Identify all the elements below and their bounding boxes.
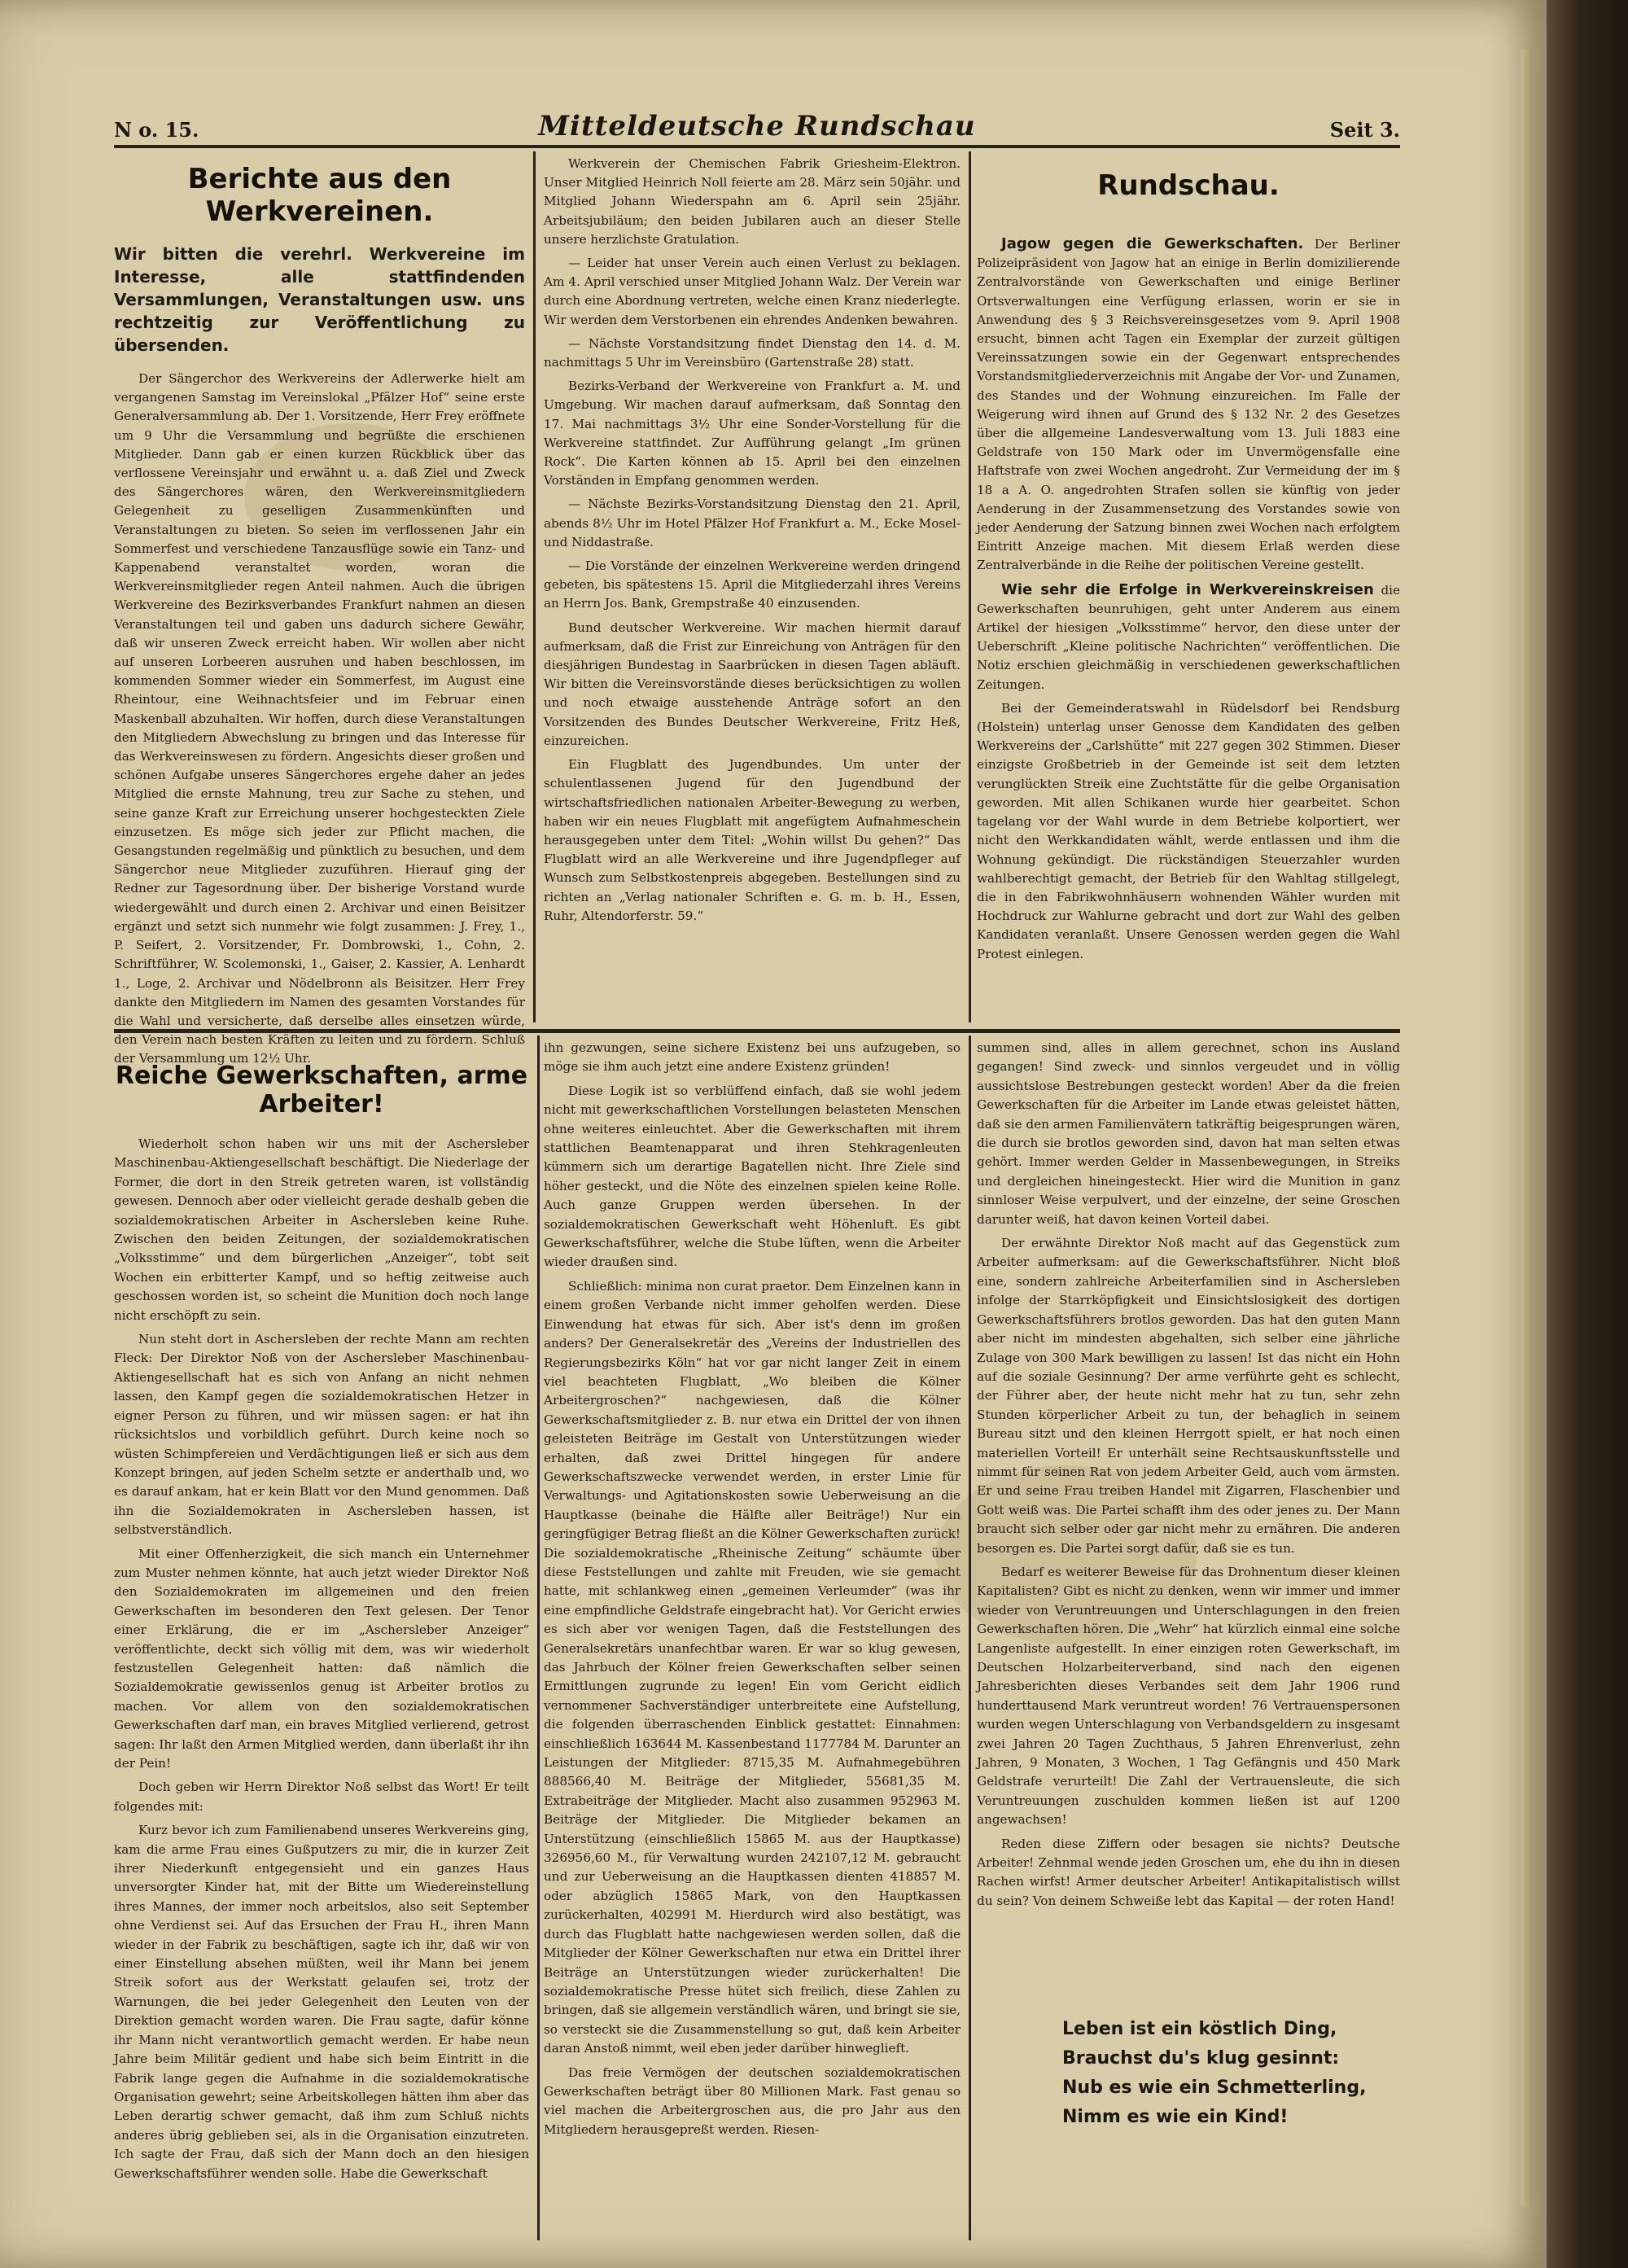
verse-line: Leben ist ein köstlich Ding,	[1062, 2019, 1337, 2039]
reiche-paragraph: Wiederholt schon haben wir uns mit der Aschersleber Maschinenbau-Aktiengesellschaft beschäftigt. Die Niederlage der Former, die dort in den Streik getreten waren, ist vollständig gewesen. Dennoch aber oder vielleicht gerade deshalb geben die sozialdemokratischen Arbeiter in Aschersleben keine Ruhe. Zwischen den beiden Zeitungen, der sozialdemokratischen „Volksstimme“ und dem bürgerlichen „Anzeiger“, tobt seit Wochen ein erbitterter Kampf, und so heftig zeitweise auch geschossen worden ist, so scheint die Munition doch noch lange nicht erschöpft zu sein.	[114, 1136, 529, 1323]
erfolge-text: die Gewerkschaften beunruhigen, geht unter Anderem aus einem Artikel der hiesigen „Volksstimme“ hervor, den diese unter der Ueberschrift „Kleine politische Nachrichten“ veröffentlichen. Die Notiz erschien gleichmäßig in verschiedenen gewerkschaftlichen Zeitungen.	[977, 582, 1401, 692]
reiche-column-2	[544, 1039, 961, 2144]
reiche-paragraph: Kurz bevor ich zum Familienabend unseres Werkvereins ging, kam die arme Frau eines Gußputzers zu mir, die in kurzer Zeit ihrer Niederkunft entgegensieht und ein ganzes Haus unversorgter Kinder hat, mit der Bitte um Wiedereinstellung ihres Mannes, der immer noch arbeitslos, also seit September ohne Verdienst sei. Auf das Ersuchen der Frau H., ihren Mann wieder in der Fabrik zu beschäftigen, sagte ich ihr, daß wir von einer Einstellung absehen müßten, weil ihr Mann bei jenem Streik sofort aus der Werkstatt gelaufen sei, trotz der Warnungen, die bei jeder Gelegenheit den Leuten von der Direktion gemacht worden waren. Die Frau sagte, dafür könne ihr Mann nicht verantwortlich gemacht werden. Er habe neun Jahre beim Militär gedient und habe sich beim Eintritt in die Fabrik lange gegen die Aufnahme in die sozialdemokratische Organisation gewehrt; seine Arbeitskollegen hätten ihm aber das Leben derartig schwer gemacht, daß ihm zum Schluß nichts anderes übrig geblieben sei, als in die Organisation einzutreten. Ich sagte der Frau, daß sich der Mann doch an den hiesigen Gewerkschaftsführer wenden solle. Habe die Gewerkschaft	[114, 1823, 529, 2181]
header-rule	[114, 145, 1400, 148]
reiche-column-1	[114, 1039, 529, 2188]
bezirksverband-notice: Bezirks-Verband der Werkvereine von Frankfurt a. M. und Umgebung. Wir machen darauf aufmerksam, daß Sonntag den 17. Mai nachmittags 3½ Uhr eine Sonder-Vorstellung für die Werkvereine stattfindet. Zur Aufführung gelangt „Im grünen Rock“. Die Karten können ab 15. April bei den einzelnen Vorständen in Empfang genommen werden.	[544, 379, 961, 488]
rundschau-heading: Rundschau.	[1097, 169, 1280, 202]
jagow-paragraph	[977, 234, 1400, 576]
verse-line: Nub es wie ein Schmetterling,	[1062, 2078, 1367, 2098]
verse-line: Brauchst du's klug gesinnt:	[1062, 2048, 1340, 2069]
rundschau-column	[977, 155, 1400, 969]
gemeinderatswahl-paragraph: Bei der Gemeinderatswahl in Rüdelsdorf bei Rendsburg (Holstein) unterlag unser Genosse dem Kandidaten des gelben Werkvereins der „Carlshütte“ mit 227 gegen 302 Stimmen. Dieser einzigste Großbetrieb in der Gemeinde ist seit dem letzten verunglückten Streik eine Zuchtstätte für die gelbe Organisation geworden. Mit allen Schikanen wurde hier gearbeitet. Schon tagelang vor der Wahl wurde in dem Betriebe kolportiert, wer nicht den Werkkandidaten wählt, werde entlassen und ihm die Wohnung gekündigt. Die rückständigen Steuerzahler wurden wahlberechtigt gemacht, der Betrieb für den Wahltag stillgelegt, die in den Fabrikwohnhäusern wohnenden Wähler wurden mit Hochdruck zur Wahlurne gebracht und dort zur Wahl des gelben Kandidaten veranlaßt. Unsere Genossen werden gegen die Wahl Protest einlegen.	[977, 700, 1400, 961]
erfolge-headline: Wie sehr die Erfolge in Werkvereinskreisen	[1001, 580, 1374, 598]
reiche-paragraph: Mit einer Offenherzigkeit, die sich manch ein Unternehmer zum Muster nehmen könnte, hat auch jetzt wieder Direktor Noß den Sozialdemokraten im allgemeinen und den freien Gewerkschaften im besonderen den Text gelesen. Der Tenor einer Erklärung, die er im „Aschersleber Anzeiger“ veröffentlichte, deckt sich völlig mit dem, was wir wiederholt festzustellen Gelegenheit hatten: daß nämlich die Sozialdemokratie gewissenlos genug ist Arbeiter brotlos zu machen. Vor allem von den sozialdemokratischen Gewerkschaften darf man, ein braves Mitglied verlierend, getrost sagen: Ihr laßt den Armen Mitglied werden, dann überlaßt ihr ihn der Pein!	[114, 1546, 529, 1771]
column-rule	[969, 1035, 971, 2240]
griesheim-meeting-notice: — Nächste Vorstandsitzung findet Dienstag den 14. d. M. nachmittags 5 Uhr im Vereinsbüro (Gartenstraße 28) statt.	[544, 335, 961, 370]
notices-column	[544, 155, 961, 930]
reiche-paragraph: Das freie Vermögen der deutschen sozialdemokratischen Gewerkschaften beträgt über 80 Millionen Mark. Fast genau so viel machen die Arbeitergroschen aus, die pro Jahr aus den Mitgliedern herausgepreßt werden. Riesen-	[544, 2064, 961, 2137]
erfolge-paragraph	[977, 580, 1400, 694]
jugendbund-notice: Ein Flugblatt des Jugendbundes. Um unter der schulentlassenen Jugend für den Jugendbund der wirtschaftsfriedlichen nationalen Arbeiter-Bewegung zu werben, haben wir ein neues Flugblatt mit angefügtem Aufnahmeschein herausgegeben unter dem Titel: „Wohin willst Du gehen?“ Das Flugblatt wird an alle Werkvereine und ihre Jugendpfleger auf Wunsch zum Selbstkostenpreis abgegeben. Bestellungen sind zu richten an „Verlag nationaler Schriften e. G. m. b. H., Essen, Ruhr, Altendorferstr. 59.“	[544, 757, 961, 923]
saengerchor-report: Der Sängerchor des Werkvereins der Adlerwerke hielt am vergangenen Samstag im Vereinslokal „Pfälzer Hof“ seine erste Generalversammlung ab. Der 1. Vorsitzende, Herr Frey eröffnete um 9 Uhr die Versammlung und begrüßte die erschienen Mitglieder. Dann gab er einen kurzen Rückblick über das verflossene Vereinsjahr und erwähnt u. a. daß Ziel und Zweck des Sängerchores wären, den Werkvereinsmitgliedern Gelegenheit zu geselligen Zusammenkünften und Veranstaltungen zu bieten. So seien im verflossenen Jahr ein Sommerfest und verschiedene Tanzausflüge sowie ein Tanz- und Kappenabend veranstaltet worden, woran die Werkvereinsmitglieder regen Anteil nahmen. Auch die übrigen Werkvereine des Bezirksverbandes Frankfurt nahmen an diesen Veranstaltungen teil und gaben uns dadurch sichere Gewähr, daß wir unseren Zweck erreicht haben. Wir wollen aber nicht auf unseren Lorbeeren ausruhen und haben beschlossen, im kommenden Sommer wieder ein Sommerfest, im August eine Rheintour, eine Weihnachtsfeier und im Februar einen Maskenball abzuhalten. Wir hoffen, durch diese Veranstaltungen den Mitgliedern Abwechslung zu bringen und das Interesse für das Werkvereinswesen zu fördern. Angesichts dieser großen und schönen Aufgabe unseres Sängerchores ergehe daher an jedes Mitglied die ernste Mahnung, treu zur Sache zu stehen, und seine ganze Kraft zur Erreichung unserer hochgesteckten Ziele einzusetzen. Es möge sich jeder zur Pflicht machen, die Gesangstunden regelmäßig und pünktlich zu besuchen, und dem Sängerchor neue Mitglieder zuzuführen. Hierauf ging der Redner zur Tagesordnung über. Der bisherige Vorstand wurde wiedergewählt und durch einen 2. Archivar und einen Beisitzer ergänzt und setzt sich nunmehr wie folgt zusammen: J. Frey, 1., P. Seifert, 2. Vorsitzender, Fr. Dombrowski, 1., Cohn, 2. Schriftführer, W. Scolemonski, 1., Gaiser, 2. Kassier, A. Lenhardt 1., Loge, 2. Archivar und Nödelbronn als Beisitzer. Herr Frey dankte den Mitgliedern im Namen des gesamten Vorstandes für die Wahl und versicherte, daß derselbe alles einsetzen würde, den Verein nach besten Kräften zu leiten und zu fördern. Schluß der Versammlung um 12½ Uhr.	[114, 371, 525, 1066]
mitgliederzahl-notice: — Die Vorstände der einzelnen Werkvereine werden dringend gebeten, bis spätestens 15. April die Mitgliederzahl ihres Vereins an Herrn Jos. Bank, Grempstraße 40 einzusenden.	[544, 558, 961, 611]
werkvereine-column	[114, 155, 525, 1074]
werkvereine-intro: Wir bitten die verehrl. Werkvereine im Interesse, alle stattfindenden Versammlungen, Veranstaltungen usw. uns rechtzeitig zur Veröffentlichung zu übersenden.	[114, 244, 525, 355]
reiche-paragraph: Nun steht dort in Aschersleben der rechte Mann am rechten Fleck: Der Direktor Noß von der Aschersleber Maschinenbau-Aktiengesellschaft hat es sich von Anfang an nicht nehmen lassen, den Kampf gegen die sozialdemokratischen Hetzer in eigner Person zu führen, und wir müssen sagen: er hat ihn rücksichtslos und vorbildlich geführt. Durch keine noch so wüsten Schimpfereien und Verdächtigungen ließ er sich aus dem Konzept bringen, auf jeden Schelm setzte er anderthalb und, wo es darauf ankam, hat er kein Blatt vor den Mund genommen. Daß ihn die Sozialdemokraten in Aschersleben hassen, ist selbstverständlich.	[114, 1332, 529, 1538]
column-rule	[533, 151, 536, 1022]
jagow-text: Der Berliner Polizeipräsident von Jagow hat an einige in Berlin domizilierende Zentralvorstände von Gewerkschaften und einige Berliner Ortsverwaltungen eine Verfügung erlassen, worin er sie in Anwendung des § 3 Reichsvereinsgesetzes vom 9. April 1908 ersucht, binnen acht Tagen ein Exemplar der zurzeit gültigen Vereinssatzungen sowie ein der Gegenwart entsprechendes Vorstandsmitgliederverzeichnis mit Angabe der Vor- und Zunamen, des Standes und der Wohnung einzureichen. Im Falle der Weigerung wird ihnen auf Grund des § 132 Nr. 2 des Gesetzes über die allgemeine Landesverwaltung vom 13. Juli 1883 eine Geldstrafe von 150 Mark oder im Unvermögensfalle eine Haftstrafe von zwei Wochen angedroht. Zur Vermeidung der im § 18 a A. O. angedrohten Strafen sollen sie künftig von jeder Aenderung in der Zusammensetzung des Vorstandes sowie von jeder Aenderung der Satzung binnen zwei Wochen nach erfolgtem Eintritt Anzeige machen. Mit diesem Erlaß werden diese Zentralverbände in die Reihe der politischen Vereine gestellt.	[977, 237, 1400, 573]
bezirks-meeting-notice: — Nächste Bezirks-Vorstandsitzung Dienstag den 21. April, abends 8½ Uhr im Hotel Pfälzer Hof Frankfurt a. M., Ecke Mosel- und Niddastraße.	[544, 497, 961, 549]
bund-notice: Bund deutscher Werkvereine. Wir machen hiermit darauf aufmerksam, daß die Frist zur Einreichung von Anträgen für den diesjährigen Bundestag in Saarbrücken in diesen Tagen abläuft. Wir bitten die Vereinsvorstände dieses berücksichtigen zu wollen und noch etwaige ausstehende Anträge sofort an den Vorsitzenden des Bundes Deutscher Werkvereine, Fritz Heß, einzureichen.	[544, 620, 961, 748]
reiche-paragraph: Schließlich: minima non curat praetor. Dem Einzelnen kann in einem großen Verbande nicht immer geholfen werden. Diese Einwendung hat etwas für sich. Aber ist's denn im großen anders? Der Generalsekretär des „Vereins der Industriellen des Regierungsbezirks Köln“ hat vor gar nicht langer Zeit in einem viel beachteten Flugblatt, „Wo bleiben die Kölner Arbeitergroschen?“ nachgewiesen, daß die Kölner Gewerkschaftsmitglieder z. B. nur etwa ein Drittel der von ihnen geleisteten Beiträge im Gestalt von Unterstützungen wieder erhalten, daß zwei Drittel hingegen für andere Gewerkschaftszwecke verwendet werden, in erster Linie für Verwaltungs- und Agitationskosten sowie Ueberweisung an die Hauptkasse (beinahe die Hälfte aller Beiträge!) Nur ein geringfügiger Betrag fließt an die Kölner Gewerkschaften zurück! Die sozialdemokratische „Rheinische Zeitung“ schäumte über diese Feststellungen und zahlte mit Freuden, wie sie gemacht hatte, mit schlankweg einen „gemeinen Verleumder“ (was ihr eine empfindliche Geldstrafe eingebracht hat). Vor Gericht erwies es sich aber vor wenigen Tagen, daß die Feststellungen des Generalsekretärs unanfechtbar waren. Er war so klug gewesen, das Jahrbuch der Kölner freien Gewerkschaften selber seinen Ermittlungen zugrunde zu legen! Ein vom Gericht eidlich vernommener Sachverständiger unterbreitete eine Aufstellung, die folgenden überraschenden Einblick gestattet: Einnahmen: einschließlich 163644 M. Kassenbestand 1177784 M. Darunter an Leistungen der Mitglieder: 8715,35 M. Aufnahmegebühren 888566,40 M. Beiträge der Mitglieder, 55681,35 M. Extrabeiträge der Mitglieder. Macht also zusammen 952963 M. Beiträge der Mitglieder. Die Mitglieder bekamen an Unterstützung (einschließlich 15865 M. aus der Hauptkasse) 326956,60 M., für Verwaltung wurden 242107,12 M. gebraucht und zur Ueberweisung an die Hauptkassen dienten 418857 M. oder abzüglich 15865 Mark, von den Hauptkassen zurückerhalten, 402991 M. Hierdurch wird also bestätigt, was durch das Flugblatt hatte nachgewiesen werden sollen, daß die Mitglieder der Kölner Gewerkschaften nur etwa ein Drittel ihrer Beiträge an Unterstützungen wieder zurückerhalten! Die sozialdemokratische Presse hütet sich freilich, diese Zahlen zu bringen, daß sie allgemein verständlich wären, und bringt sie sie, so versteckt sie die Zusammenstellung so gut, daß kein Arbeiter daran Anstoß nimmt, weil eben jeder darüber hinweglieft.	[544, 1278, 961, 2056]
reiche-paragraph: Reden diese Ziffern oder besagen sie nichts? Deutsche Arbeiter! Zehnmal wende jeden Groschen um, ehe du ihn in diesen Rachen wirfst! Armer deutscher Arbeiter! Antikapitalistisch willst du sein? Von deinem Schweiße lebt das Kapital — der roten Hand!	[977, 1836, 1400, 1908]
verse-box	[1062, 2015, 1366, 2132]
griesheim-loss-notice: — Leider hat unser Verein auch einen Verlust zu beklagen. Am 4. April verschied unser Mitglied Johann Walz. Der Verein war durch eine Abordnung vertreten, welche einen Kranz niederlegte. Wir werden dem Verstorbenen ein ehrendes Andenken bewahren.	[544, 256, 961, 327]
reiche-paragraph: Der erwähnte Direktor Noß macht auf das Gegenstück zum Arbeiter aufmerksam: auf die Gewerkschaftsführer. Nicht bloß eine, sondern zahlreiche Arbeiterfamilien sind in Aschersleben infolge der Starrköpfigkeit und Einsichtslosigkeit des dortigen Gewerkschaftsführers brotlos geworden. Das hat den guten Mann aber nicht im mindesten abgehalten, sich selber eine jährliche Zulage von 300 Mark bewilligen zu lassen! Ist das nicht ein Hohn auf die soziale Gesinnung? Der arme verführte geht es schlecht, der Führer aber, der heute nicht mehr hat zu tun, sehr zehn Stunden körperlicher Arbeit zu tun, der behaglich in seinem Bureau sitzt und den kleinen Herrgott spielt, er hat noch einen materiellen Vorteil! Er unterhält seine Rechtsauskunftsstelle und nimmt für seinen Rat von jedem Arbeiter Geld, auch vom ärmsten. Er und seine Frau treiben Handel mit Zigarren, Flaschenbier und Gott weiß was. Die Partei schafft ihm des oder jenes zu. Der Mann braucht sich selber oder gar nicht mehr zu ernähren. Die anderen besorgen es. Die Partei sorgt dafür, daß sie es tun.	[977, 1236, 1400, 1556]
issue-number: N o. 15.	[114, 118, 199, 142]
reiche-paragraph: Doch geben wir Herrn Direktor Noß selbst das Wort! Er teilt folgendes mit:	[114, 1780, 529, 1814]
reiche-paragraph: Bedarf es weiterer Beweise für das Drohnentum dieser kleinen Kapitalisten? Gibt es nicht zu denken, wenn wir immer und immer wieder von Veruntreuungen und Unterschlagungen in den freien Gewerkschaften hören. Die „Wehr“ hat kürzlich einmal eine solche Langenliste aufgestellt. In einer einzigen roten Gewerkschaft, im Deutschen Holzarbeiterverband, sind nach den eigenen Jahresberichten dieses Verbandes seit dem Jahr 1906 rund hunderttausend Mark veruntreut worden! 76 Vertrauenspersonen wurden wegen Unterschlagung von Verbandsgeldern zu insgesamt zwei Jahren 20 Tagen Zuchthaus, 5 Jahren Ehrenverlust, zehn Jahren, 9 Monaten, 3 Wochen, 1 Tag Gefängnis und 450 Mark Geldstrafe verurteilt! Die Zahl der Vertrauensleute, die sich Veruntreuungen zuschulden kommen ließen ist auf 1200 angewachsen!	[977, 1564, 1400, 1828]
jagow-headline: Jagow gegen die Gewerkschaften.	[1001, 235, 1304, 252]
reiche-column-3	[977, 1039, 1400, 1916]
page-number: Seit 3.	[1329, 118, 1400, 142]
column-rule	[969, 151, 971, 1022]
verse-line: Nimm es wie ein Kind!	[1062, 2107, 1289, 2127]
newspaper-title: Mitteldeutsche Rundschau	[538, 110, 976, 142]
reiche-heading: Reiche Gewerkschaften, arme Arbeiter!	[115, 1062, 528, 1119]
reiche-paragraph: summen sind, alles in allem gerechnet, schon ins Ausland gegangen! Sind zweck- und sinnlos vergeudet und in völlig aussichtslose Bestrebungen gesteckt worden! Aber da die freien Gewerkschaften für die Arbeiter im Lande etwas geleistet hätten, daß sie den armen Familienvätern tatkräftig beigesprungen wären, die durch sie brotlos geworden sind, davon hat man selten etwas gehört. Immer werden Gelder in Massenbewegungen, in Streiks und dergleichen hineingesteckt. Hier wird die Munition in ganz sinnloser Weise verpulvert, und der einzelne, der seine Groschen darunter weiß, hat davon keinen Vorteil dabei.	[977, 1040, 1400, 1227]
griesheim-notice: Werkverein der Chemischen Fabrik Griesheim-Elektron. Unser Mitglied Heinrich Noll feierte am 28. März sein 50jähr. und Mitglied Johann Wiederspahn am 6. April sein 25jähr. Arbeitsjubiläum; den beiden Jubilaren auch an dieser Stelle unsere herzlichste Gratulation.	[544, 156, 961, 247]
page-edge	[1521, 49, 1532, 2206]
reiche-paragraph: Diese Logik ist so verblüffend einfach, daß sie wohl jedem nicht mit gewerkschaftlichen Vorstellungen belasteten Menschen ohne weiteres einleuchtet. Aber die Gewerkschaften mit ihrem stattlichen Beamtenapparat und ihren Stehkragenleuten kümmern sich um derartige Bagatellen nicht. Ihre Ziele sind höher gesteckt, und die Nöte des einzelnen spielen keine Rolle. Auch ganze Gruppen werden übersehen. In der sozialdemokratischen Gewerkschaft weht Höhenluft. Es gibt Gewerkschaftsführer, welche die Stube lüften, wenn die Arbeiter wieder draußen sind.	[544, 1083, 961, 1270]
column-rule	[537, 1035, 540, 2240]
book-spine	[1547, 0, 1628, 2268]
werkvereine-heading: Berichte aus den Werkvereinen.	[187, 163, 452, 228]
reiche-paragraph: ihn gezwungen, seine sichere Existenz bei uns aufzugeben, so möge sie ihm auch jetzt eine andere Existenz gründen!	[544, 1040, 961, 1075]
